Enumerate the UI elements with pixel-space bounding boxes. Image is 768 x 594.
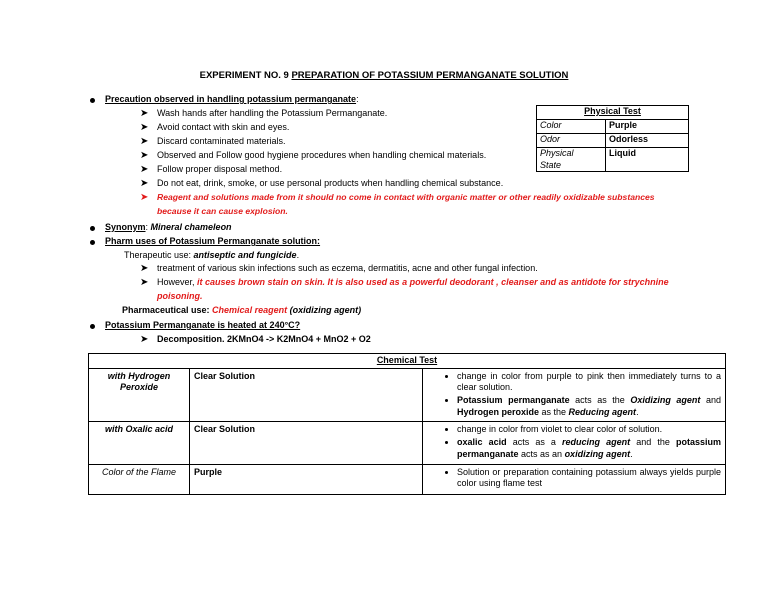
page-title <box>0 70 768 82</box>
therapeutic-line: Therapeutic use: antiseptic and fungicide. <box>124 250 300 260</box>
precaution-item: Do not eat, drink, smoke, or use personal products when handling chemical substance. <box>157 178 504 188</box>
observation-cell <box>423 368 726 422</box>
therapeutic-item-cont: poisoning. <box>157 291 203 301</box>
precaution-item: Discard contaminated materials. <box>157 136 286 146</box>
arrow-icon: ➤ <box>140 334 149 345</box>
table-row <box>537 148 689 172</box>
precaution-warning: Reagent and solutions made from it should no come in contact with organic matter or other readily oxidizable substances <box>157 192 655 202</box>
therapeutic-item: However, it causes brown stain on skin. It is also used as a powerful deodorant , cleanser and as antidote for strychnine <box>157 277 669 287</box>
precaution-warning-cont: because it can cause explosion. <box>157 206 288 216</box>
precaution-item: Follow proper disposal method. <box>157 164 283 174</box>
table-row <box>537 120 689 134</box>
observation-cell <box>423 422 726 464</box>
table-row <box>89 368 726 422</box>
physical-value: Odorless <box>606 134 689 148</box>
arrow-icon: ➤ <box>140 178 149 189</box>
therapeutic-item: treatment of various skin infections such as eczema, dermatitis, acne and other fungal infection. <box>157 263 538 273</box>
title-main: PREPARATION OF POTASSIUM PERMANGANATE SOLUTION <box>291 70 569 81</box>
reagent-cell: Color of the Flame <box>89 464 190 494</box>
observation-item: • Solution or preparation containing potassium always yields purple color using flame test <box>457 467 721 490</box>
arrow-icon: ➤ <box>140 150 149 161</box>
pharm-heading: Pharm uses of Potassium Permanganate solution: <box>105 236 321 246</box>
precaution-item: Observed and Follow good hygiene procedures when handling chemical materials. <box>157 150 487 160</box>
heated-heading: Potassium Permanganate is heated at 240°C? <box>105 320 301 330</box>
title-prefix: EXPERIMENT NO. 9 <box>199 70 292 81</box>
pharmaceutical-line: Pharmaceutical use: Chemical reagent (oxidizing agent) <box>122 305 362 315</box>
physical-value: Purple <box>606 120 689 134</box>
arrow-icon: ➤ <box>140 192 149 203</box>
chemical-test-table <box>88 353 726 495</box>
result-cell: Clear Solution <box>190 368 423 422</box>
table-row <box>89 464 726 494</box>
table-row <box>537 134 689 148</box>
arrow-icon: ➤ <box>140 263 149 274</box>
observation-item: • change in color from purple to pink then immediately turns to a clear solution. <box>457 371 721 394</box>
physical-value: Liquid <box>606 148 689 172</box>
observation-item: • Potassium permanganate acts as the Oxidizing agent and Hydrogen peroxide as the Reducing agent. <box>457 395 721 418</box>
physical-label: Color <box>537 120 606 134</box>
precaution-item: Avoid contact with skin and eyes. <box>157 122 290 132</box>
precaution-item: Wash hands after handling the Potassium Permanganate. <box>157 108 388 118</box>
reagent-cell: with Oxalic acid <box>89 422 190 464</box>
arrow-icon: ➤ <box>140 108 149 119</box>
observation-item: • oxalic acid acts as a reducing agent and the potassium permanganate acts as an oxidizing agent. <box>457 437 721 460</box>
observation-item: • change in color from violet to clear color of solution. <box>457 424 721 436</box>
reagent-cell: with Hydrogen Peroxide <box>89 368 190 422</box>
chemical-test-title: Chemical Test <box>89 354 726 369</box>
decomposition-equation: Decomposition. 2KMnO4 -> K2MnO4 + MnO2 + O2 <box>157 334 371 344</box>
arrow-icon: ➤ <box>140 122 149 133</box>
arrow-icon: ➤ <box>140 136 149 147</box>
bullet-icon <box>90 324 95 329</box>
synonym-line: Synonym: Mineral chameleon <box>105 222 232 232</box>
result-cell: Purple <box>190 464 423 494</box>
physical-test-table <box>536 105 689 172</box>
bullet-icon <box>90 226 95 231</box>
arrow-icon: ➤ <box>140 164 149 175</box>
table-row <box>89 422 726 464</box>
arrow-icon: ➤ <box>140 277 149 288</box>
precaution-heading: Precaution observed in handling potassium permanganate: <box>105 94 359 104</box>
observation-cell <box>423 464 726 494</box>
physical-label: Odor <box>537 134 606 148</box>
physical-label: Physical State <box>537 148 606 172</box>
bullet-icon <box>90 98 95 103</box>
physical-test-title: Physical Test <box>537 106 689 120</box>
bullet-icon <box>90 240 95 245</box>
result-cell: Clear Solution <box>190 422 423 464</box>
